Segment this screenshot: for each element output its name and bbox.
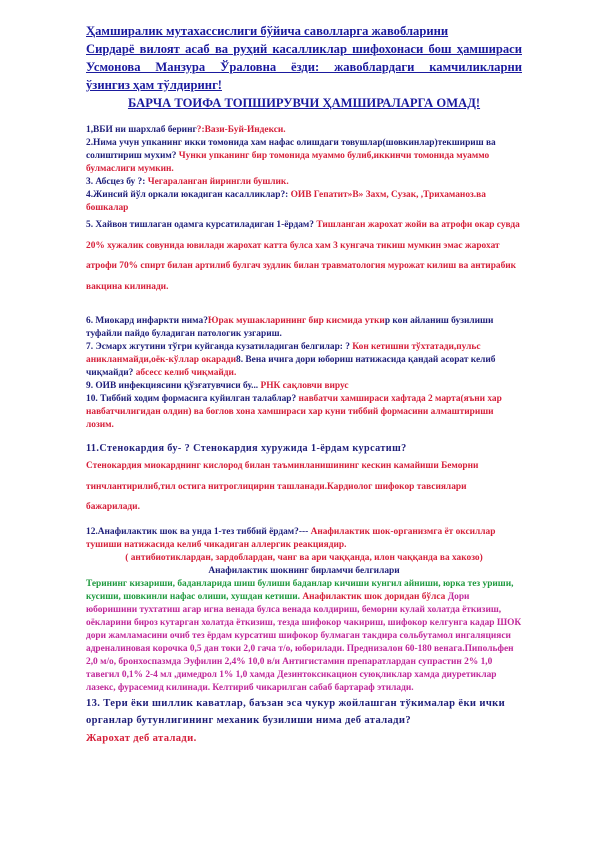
header-line-1: Ҳамширалик мутахассислиги бўйича саволларга жавобларини bbox=[86, 24, 449, 38]
question-6: 6. Миокард инфаркти нима? bbox=[86, 316, 208, 326]
qa-item-12-causes bbox=[86, 552, 522, 565]
answer-8: абсесс келиб чиқмайди. bbox=[135, 368, 237, 378]
answer-5: Тишланган жарохат жойи ва атрофи окар сувда 20% хужалик совунида ювилади жарохат катта булса хам 3 кунгача тикиш мумкин эмас жарохат атрофи 70% спирт билан артилиб булгач зудлик билан травматология мурожат килиш ва антирабик вакцина килинади. bbox=[86, 220, 520, 292]
qa-item-10 bbox=[86, 393, 522, 432]
shock-signs-text: Терининг кизариши, баданларида шиш булиши баданлар кичиши кунгил айниши, юрка тез уриши, кусиши, шовкинли нафас олиши, хушдан кетиши. bbox=[86, 578, 514, 602]
answer-12: Анафилактик шок-организмга ёт оксиллар тушиши натижасида келиб чикадиган аллергик реакциядир. bbox=[86, 526, 496, 550]
shock-first-aid-text: Дори юборишини тухтатиш агар игна венада булса венада колдириш, беморни кулай холатда ёткизиш, оёкларини бироз кутарган холатда ёткизиш, тезда шифокор чакириш, шифокор келгунга кадар ШОК дори жамламасини очиб тез ёрдам курсатиш шифокор булмаган такдира сольбутамол ингаляцияси адреналиновая корочка 0,5 дан токи 2,0 гача т/о, юборилади. Преднизалон 60-180 венага.Пипольфен 2,0 м/о, бронхоспазмда Эуфилин 2,4% 10,0 в/и Антигистамин препаратлардан супрастин 2% 1,0 тавегил 0,1% 2-4 мл ,димедрол 1% 1,0 хамда Дезинтоксикацион суюқликлар хамда диуретиклар лазекс, фурасемид килинади. Келтириб чикарилган сабаб бартараф этилади. bbox=[86, 591, 522, 693]
shock-first-aid-heading: Анафилактик шок доридан бўлса bbox=[302, 591, 448, 602]
question-5: 5. Хайвон тишлаган одамга курсатиладиган 1-ёрдам? bbox=[86, 220, 317, 230]
header-line-3: Усмонова Манзура Ўраловна ёзди: жавоблардаги камчиликларни bbox=[86, 60, 522, 74]
question-7: 7. Эсмарх жгутини тўгри куйганда кузатиладиган белгилар: ? bbox=[86, 342, 353, 352]
answer-9: РНК сақловчи вирус bbox=[260, 381, 349, 391]
question-4: 4.Жинсий йўл оркали юкадиган касалликлар?: bbox=[86, 190, 291, 200]
qa-item-13 bbox=[86, 695, 522, 730]
answer-4: ОИВ Гепатит»В» Захм, Сузак, ,Трихаманоз.ва бошкалар bbox=[86, 190, 486, 213]
qa-item-4 bbox=[86, 189, 522, 215]
shock-signs-paragraph bbox=[86, 578, 522, 695]
question-11: 11.Стенокардия бу- ? Стенокардия хуружида 1-ёрдам курсатиш? bbox=[86, 443, 407, 454]
shock-signs-title bbox=[86, 565, 522, 578]
answer-6-continued: р кон айланиш бузилиши туфайли пайдо буладиган патологик узгариш. bbox=[86, 316, 494, 339]
qa-item-9 bbox=[86, 380, 522, 393]
answer-11: Стенокардия миокарднинг кислород билан таъминланишининг кескин камайиши Беморни тинчлантирилиб,тил остига нитроглицирин ташланади.Кардиолог шифокор тавсиялари бажарилади. bbox=[86, 461, 479, 512]
qa-item-3 bbox=[86, 176, 522, 189]
qa-item-6 bbox=[86, 315, 522, 341]
question-12: 12.Анафилактик шок ва унда 1-тез тиббий ёрдам?--- bbox=[86, 526, 311, 537]
header-line-2: Сирдарё вилоят асаб ва руҳий касалликлар шифохонаси бош ҳамшираси bbox=[86, 42, 522, 56]
answer-3: Чегараланган йирингли бушлик. bbox=[147, 177, 289, 187]
question-8: 8. Вена ичига дори юбориш натижасида қандай асорат келиб чиқмайди? bbox=[86, 355, 496, 378]
question-1-mark: ?: bbox=[196, 125, 205, 135]
answer-6: Юрак мушакларининг бир кисмида утки bbox=[207, 316, 385, 326]
header-slogan: БАРЧА ТОИФА ТОПШИРУВЧИ ҲАМШИРАЛАРГА ОМАД! bbox=[127, 96, 481, 110]
answer-13: Жарохат деб аталади. bbox=[86, 732, 197, 744]
qa-item-5 bbox=[86, 215, 522, 297]
question-9: 9. ОИВ инфекциясини қўзғатувчиси бу... bbox=[86, 381, 261, 391]
answer-10: навбатчи хамшираси хафтада 2 марта(яъни хар навбатчилигидан олдин) ва боглов хона хамшираси хар куни тиббий формасини алмаштириши лозим. bbox=[86, 394, 502, 430]
question-2: 2.Нима учун упканинг икки томонида хам нафас олишдаги товушлар(шовкинлар)текшириш ва солиштириш мухим? bbox=[86, 138, 496, 161]
question-1: 1,ВБИ ни шархлаб беринг bbox=[86, 125, 197, 135]
question-3: 3. Абсцез бу ?: bbox=[86, 177, 148, 187]
answer-1: Вази-Буй-Индекси. bbox=[204, 125, 286, 135]
qa-item-13-answer bbox=[86, 730, 522, 748]
qa-item-11-answer bbox=[86, 456, 522, 518]
question-10: 10. Тиббий ходим формасига куйилган талаблар? bbox=[86, 394, 299, 404]
document-header bbox=[86, 22, 522, 112]
header-line-4: ўзингиз ҳам тўлдиринг! bbox=[86, 78, 222, 92]
answer-7: Кон кетишни тўхтатади,пульс аникланмайди,оёк-кўллар окаради bbox=[86, 342, 481, 365]
qa-item-7-8 bbox=[86, 341, 522, 380]
qa-item-12 bbox=[86, 526, 522, 552]
question-13: 13. Тери ёки шиллик каватлар, баъзан эса чукур жойлашган тўкималар ёки ички органлар бутунлигининг механик бузилиши нима деб аталади? bbox=[86, 697, 506, 726]
answer-12-causes: ( антибиотиклардан, зардоблардан, чанг ва ари чаққанда, илон чаққанда ва хакозо) bbox=[125, 552, 483, 563]
qa-item-11 bbox=[86, 441, 522, 456]
shock-signs-heading: Анафилактик шокнинг бирламчи белгилари bbox=[208, 565, 400, 576]
answer-2: Чунки упканинг бир томонида муаммо булиб,иккинчи томонида муаммо булмаслиги мумкин. bbox=[86, 151, 490, 174]
qa-item-1 bbox=[86, 124, 522, 137]
qa-item-2 bbox=[86, 137, 522, 176]
qa-content bbox=[86, 124, 522, 747]
